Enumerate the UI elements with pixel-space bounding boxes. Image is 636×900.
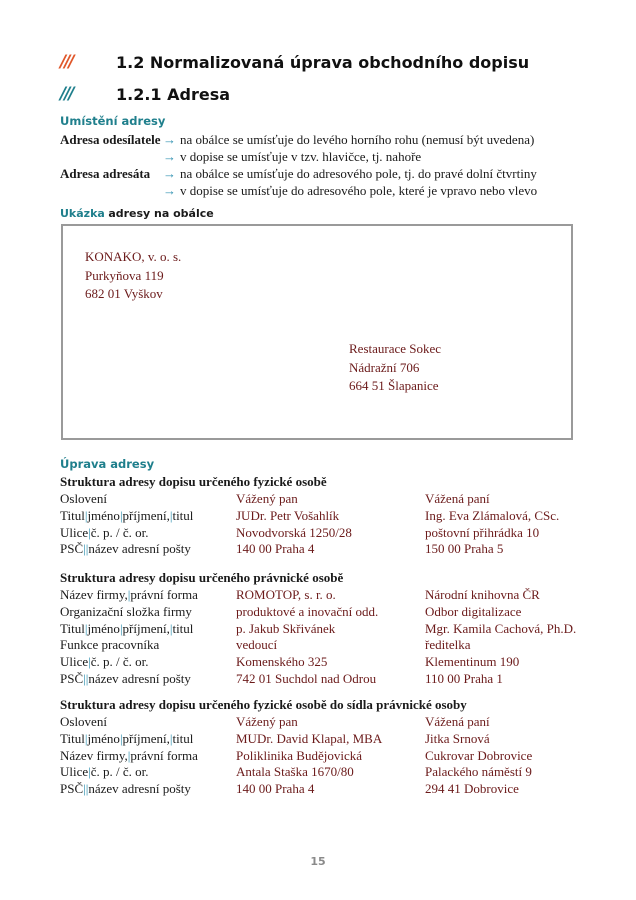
structure-row (60, 714, 532, 731)
row-value-female: poštovní přihrádka 10 (425, 524, 540, 540)
recipient-line: Restaurace Sokec (349, 341, 442, 356)
row-label: Titul|jméno|příjmení,|titul (60, 730, 194, 746)
row-value-female: Palackého náměstí 9 (425, 764, 532, 780)
structure-row (60, 491, 559, 508)
row-value-1: produktové a inovační odd. (236, 603, 379, 619)
placement-text: na obálce se umísťuje do adresového pole, tj. do pravé dolní čtvrtiny (180, 166, 537, 181)
row-value-male: 140 00 Praha 4 (236, 781, 315, 797)
structure-row (60, 525, 559, 542)
row-value-1: vedoucí (236, 637, 278, 653)
structure-section-physical-at-legal (60, 697, 532, 798)
row-value-2: Odbor digitalizace (425, 603, 522, 619)
row-value-male: JUDr. Petr Vošahlík (236, 507, 340, 523)
row-label: Titul|jméno|příjmení,|titul (60, 507, 194, 523)
row-value-female: Vážená paní (425, 491, 490, 506)
row-value-female: 294 41 Dobrovice (425, 781, 519, 797)
row-label: PSČ||název adresní pošty (60, 541, 191, 557)
row-value-1: p. Jakub Skřivánek (236, 620, 336, 636)
separator-icon: | (169, 620, 173, 636)
row-value-1: 742 01 Suchdol nad Odrou (236, 670, 377, 686)
separator-icon: | (88, 524, 91, 540)
placement-text: v dopise se umísťuje do adresového pole, které je vpravo nebo vlevo (180, 183, 538, 198)
placement-text: na obálce se umísťuje do levého horního rohu (nemusí být uvedena) (180, 132, 535, 147)
row-value-female: Ing. Eva Zlámalová, CSc. (425, 507, 560, 523)
structure-row (60, 587, 576, 604)
heading-title: 1.2.1 Adresa (116, 84, 231, 104)
structure-row (60, 541, 559, 558)
row-value-female: Vážená paní (425, 714, 490, 729)
row-value-1: Komenského 325 (236, 654, 328, 670)
recipient-line: Nádražní 706 (349, 359, 420, 375)
separator-icon: | (119, 507, 123, 523)
structure-row (60, 637, 576, 654)
row-value-1: ROMOTOP, s. r. o. (236, 587, 336, 602)
structure-row (60, 508, 559, 525)
row-label: Název firmy,|právní forma (60, 587, 198, 602)
row-label: Oslovení (60, 714, 107, 729)
slashes-decoration: /// (60, 52, 73, 72)
structure-row (60, 748, 532, 765)
placement-label: Adresa adresáta (60, 166, 151, 181)
separator-icon: | (84, 507, 88, 523)
separator-icon: | (88, 764, 91, 780)
separator-icon: | (169, 507, 173, 523)
row-label: Ulice|č. p. / č. or. (60, 654, 149, 670)
arrow-icon: → (163, 149, 176, 164)
heading-title: 1.2 Normalizovaná úprava obchodního dopisu (116, 52, 530, 72)
placement-title: Umístění adresy (60, 114, 166, 128)
row-label: PSČ||název adresní pošty (60, 781, 191, 797)
row-label: Ulice|č. p. / č. or. (60, 524, 149, 540)
placement-label (60, 182, 163, 199)
sender-line: Purkyňova 119 (85, 267, 164, 283)
sender-address (85, 248, 181, 304)
row-value-male: Vážený pan (236, 714, 298, 729)
row-value-male: Vážený pan (236, 491, 298, 506)
structure-row (60, 654, 576, 671)
sample-label (60, 207, 214, 220)
recipient-line: 664 51 Šlapanice (349, 378, 439, 393)
separator-icon: | (88, 654, 91, 670)
row-value-male: Antala Staška 1670/80 (236, 764, 354, 780)
structure-row (60, 731, 532, 748)
structure-title: Struktura adresy dopisu určeného právnické osobě (60, 570, 344, 585)
row-value-2: Klementinum 190 (425, 654, 520, 670)
row-value-2: ředitelka (425, 637, 471, 653)
placement-label (60, 148, 163, 165)
arrow-icon: → (163, 132, 176, 147)
separator-icon: || (83, 781, 89, 797)
structure-title: Struktura adresy dopisu určeného fyzické osobě (60, 474, 327, 489)
placement-text: v dopise se umísťuje v tzv. hlavičce, tj. nahoře (180, 149, 422, 164)
heading-1-2 (60, 52, 529, 72)
row-value-male: Poliklinika Budějovická (236, 747, 363, 763)
structure-row (60, 781, 532, 798)
row-value-male: Novodvorská 1250/28 (236, 524, 352, 540)
separator-icon: | (84, 730, 88, 746)
row-value-male: 140 00 Praha 4 (236, 541, 315, 557)
placement-label: Adresa odesílatele (60, 132, 161, 147)
row-label: Funkce pracovníka (60, 637, 160, 653)
row-label: PSČ||název adresní pošty (60, 670, 191, 686)
placement-list (60, 131, 537, 199)
structure-row (60, 621, 576, 638)
row-value-2: Mgr. Kamila Cachová, Ph.D. (425, 620, 577, 636)
sender-line: 682 01 Vyškov (85, 286, 163, 301)
separator-icon: | (169, 730, 173, 746)
placement-row (60, 182, 537, 199)
sample-label-prefix: Ukázka (60, 207, 105, 220)
row-label: Oslovení (60, 491, 107, 506)
slashes-decoration: /// (60, 84, 73, 104)
structure-section-legal (60, 570, 576, 688)
separator-icon: | (84, 620, 88, 636)
recipient-address (349, 340, 441, 396)
envelope-sample (61, 224, 573, 440)
page-number: 15 (310, 855, 326, 868)
placement-row (60, 148, 537, 165)
row-value-2: 110 00 Praha 1 (425, 670, 503, 686)
row-value-female: Jitka Srnová (425, 730, 490, 746)
structure-row (60, 671, 576, 688)
separator-icon: | (119, 620, 123, 636)
structure-row (60, 764, 532, 781)
row-label: Ulice|č. p. / č. or. (60, 764, 149, 780)
row-label: Titul|jméno|příjmení,|titul (60, 620, 194, 636)
separator-icon: || (83, 670, 89, 686)
sender-line: KONAKO, v. o. s. (85, 249, 182, 264)
separator-icon: | (119, 730, 123, 746)
placement-row (60, 131, 537, 148)
format-title: Úprava adresy (60, 457, 155, 471)
placement-row (60, 165, 537, 182)
heading-1-2-1 (60, 84, 230, 104)
separator-icon: || (83, 541, 89, 557)
separator-icon: | (127, 587, 131, 602)
row-value-female: Cukrovar Dobrovice (425, 747, 533, 763)
row-label: Název firmy,|právní forma (60, 747, 198, 763)
structure-row (60, 604, 576, 621)
arrow-icon: → (163, 166, 176, 181)
arrow-icon: → (163, 183, 176, 198)
separator-icon: | (127, 747, 131, 763)
row-value-female: 150 00 Praha 5 (425, 541, 504, 557)
structure-title: Struktura adresy dopisu určeného fyzické osobě do sídla právnické osoby (60, 697, 467, 712)
structure-section-physical (60, 474, 559, 558)
row-label: Organizační složka firmy (60, 603, 192, 619)
row-value-2: Národní knihovna ČR (425, 587, 540, 602)
row-value-male: MUDr. David Klapal, MBA (236, 730, 383, 746)
sample-label-rest: adresy na obálce (108, 207, 214, 220)
